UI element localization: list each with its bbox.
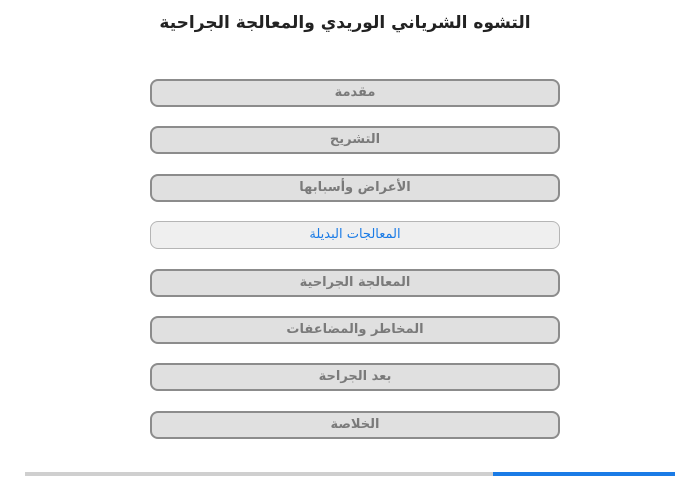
menu-item-anatomy[interactable]: التشريح [150, 126, 560, 154]
menu-item-after-surgery[interactable]: بعد الجراحة [150, 363, 560, 391]
menu-item-surgical-treatment[interactable]: المعالجة الجراحية [150, 269, 560, 297]
menu-item-risks-complications[interactable]: المخاطر والمضاعفات [150, 316, 560, 344]
menu-item-symptoms-causes[interactable]: الأعراض وأسبابها [150, 174, 560, 202]
menu-item-summary[interactable]: الخلاصة [150, 411, 560, 439]
progress-bar-fill [493, 472, 675, 476]
chapter-menu [150, 79, 560, 458]
menu-item-introduction[interactable]: مقدمة [150, 79, 560, 107]
progress-bar [25, 472, 675, 476]
menu-item-alternative-treatments[interactable]: المعالجات البديلة [150, 221, 560, 249]
page-title: التشوه الشرياني الوريدي والمعالجة الجراحية [159, 13, 531, 33]
